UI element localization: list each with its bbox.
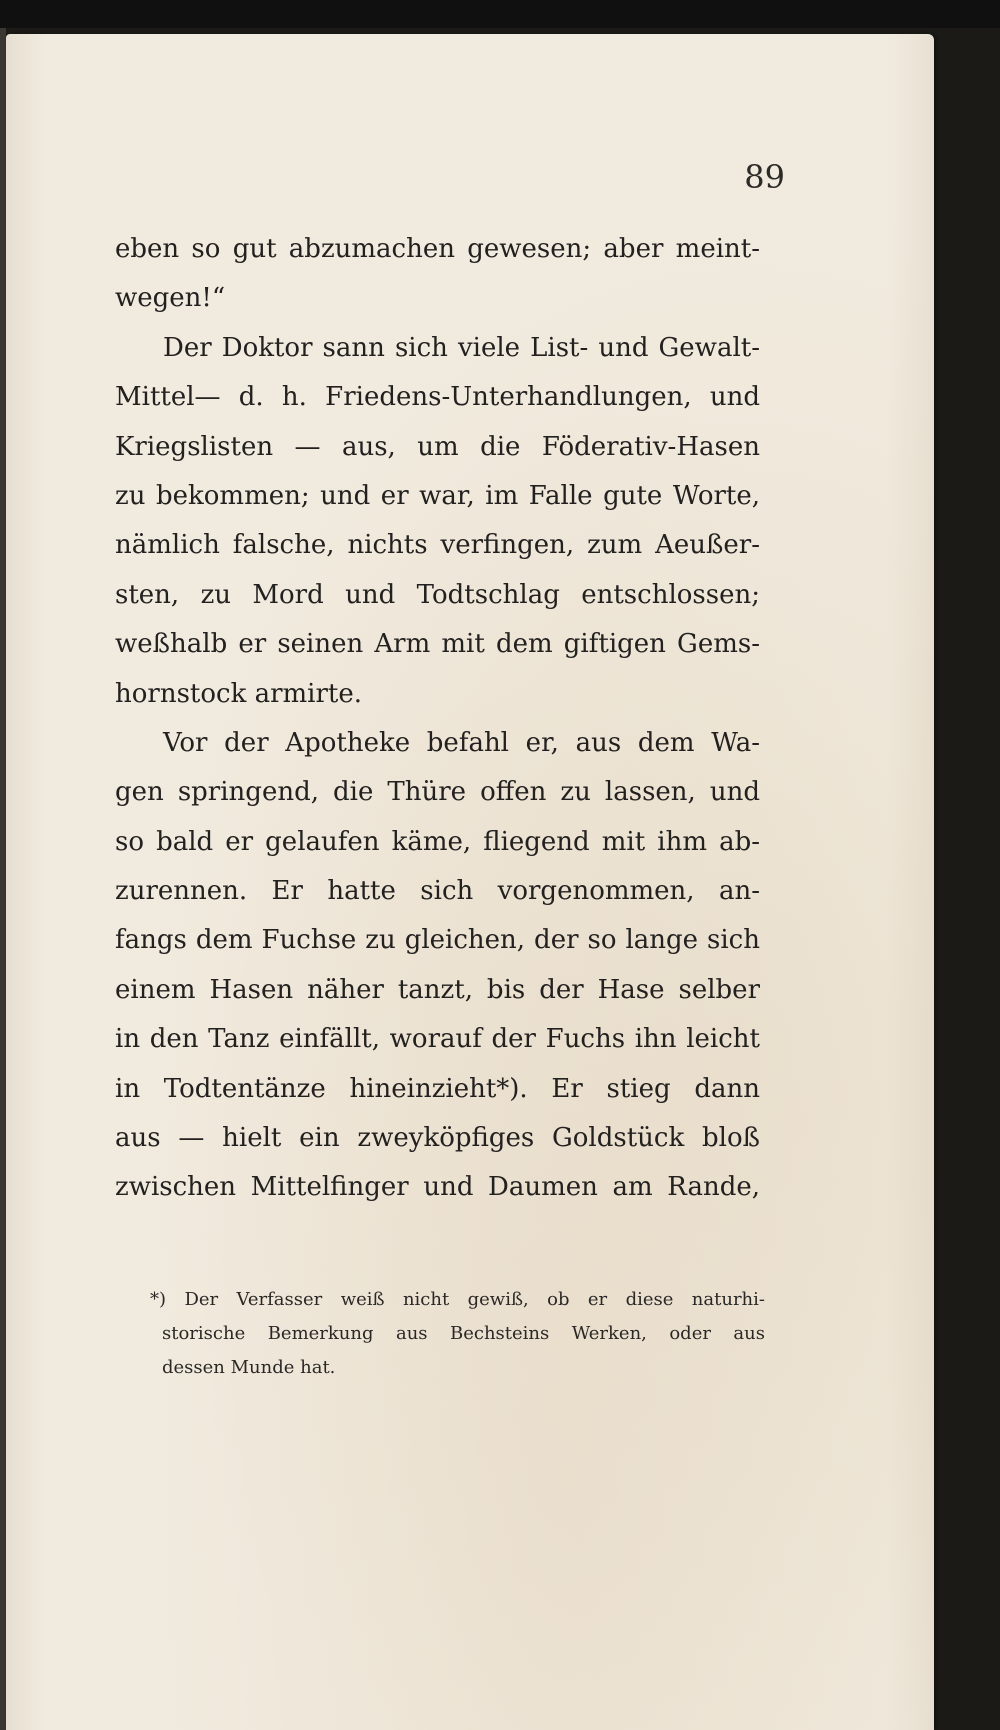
- text-line: zu bekommen; und er war, im Falle gute Worte,: [115, 480, 760, 511]
- text-line: zwischen Mittelfinger und Daumen am Rande,: [115, 1172, 760, 1203]
- text-line: zurennen. Er hatte sich vorgenommen, an-: [115, 876, 760, 907]
- text-line: gen springend, die Thüre offen zu lassen, und: [115, 777, 760, 808]
- text-line: Kriegslisten — aus, um die Föderativ-Hasen: [115, 431, 760, 462]
- text-line: so bald er gelaufen käme, fliegend mit ihm ab-: [115, 826, 760, 857]
- text-line: hornstock armirte.: [115, 678, 363, 709]
- footnote-line: dessen Munde hat.: [162, 1357, 336, 1378]
- text-line: fangs dem Fuchse zu gleichen, der so lange sich: [115, 925, 760, 956]
- page-number: 89: [744, 158, 785, 196]
- text-line: aus — hielt ein zweyköpfiges Goldstück bloß: [115, 1123, 760, 1154]
- footnote: [150, 1283, 765, 1385]
- text-line: in den Tanz einfällt, worauf der Fuchs ihn leicht: [115, 1024, 760, 1055]
- body-text: [115, 225, 760, 1213]
- footnote-line: *) Der Verfasser weiß nicht gewiß, ob er diese naturhi-: [150, 1289, 765, 1310]
- top-edge-shadow: [0, 0, 1000, 28]
- text-line: in Todtentänze hineinzieht*). Er stieg dann: [115, 1073, 760, 1104]
- text-line: Mittel— d. h. Friedens-Unterhandlungen, und: [115, 382, 760, 413]
- footnote-line: storische Bemerkung aus Bechsteins Werken, oder aus: [162, 1323, 765, 1344]
- text-line: einem Hasen näher tanzt, bis der Hase selber: [115, 974, 760, 1005]
- text-line: sten, zu Mord und Todtschlag entschlossen;: [115, 579, 760, 610]
- text-line: nämlich falsche, nichts verfingen, zum Aeußer-: [115, 530, 760, 561]
- text-line: Der Doktor sann sich viele List- und Gewalt-: [163, 332, 760, 363]
- text-line: Vor der Apotheke befahl er, aus dem Wa-: [163, 727, 760, 758]
- text-line: weßhalb er seinen Arm mit dem giftigen Gems-: [115, 629, 760, 660]
- text-line: wegen!“: [115, 283, 226, 314]
- text-line: eben so gut abzumachen gewesen; aber meint-: [115, 234, 760, 264]
